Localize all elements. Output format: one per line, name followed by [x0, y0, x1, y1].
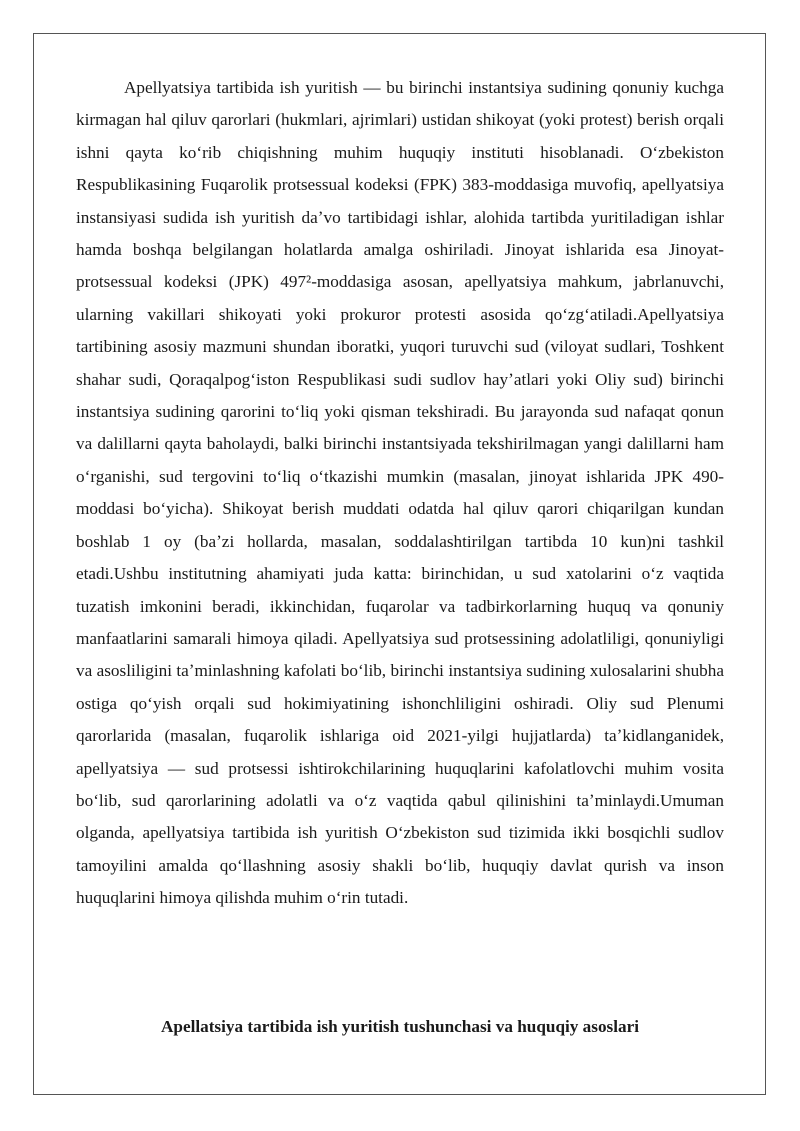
section-heading: Apellatsiya tartibida ish yuritish tushunchasi va huquqiy asoslari [160, 1017, 640, 1036]
body-paragraph: Apellyatsiya tartibida ish yuritish — bu birinchi instantsiya sudining qonuniy kuchga kirmagan hal qiluv qarorlari (hukmlari, ajrimlari) ustidan shikoyat (yoki protest) berish orqali ishni qayta koʻrib chiqishning muhim huquqiy instituti hisoblanadi. Oʻzbekiston Respublikasining Fuqarolik protsessual kodeksi (FPK) 383-moddasiga muvofiq, apellyatsiya instansiyasi sudida ish yuritish daʼvo tartibidagi ishlar, alohida tartibda yuritiladigan ishlar hamda boshqa belgilangan holatlarda amalga oshiriladi. Jinoyat ishlarida esa Jinoyat-protsessual kodeksi (JPK) 497²-moddasiga asosan, apellyatsiya mahkum, jabrlanuvchi, ularning vakillari shikoyati yoki prokuror protesti asosida qoʻzgʻatiladi.Apellyatsiya tartibining asosiy mazmuni shundan iboratki, yuqori turuvchi sud (viloyat sudlari, Toshkent shahar sudi, Qoraqalpogʻiston Respublikasi sudi sudlov hayʼatlari yoki Oliy sud) birinchi instantsiya sudining qarorini toʻliq yoki qisman tekshiradi. Bu jarayonda sud nafaqat qonun va dalillarni qayta baholaydi, balki birinchi instantsiyada tekshirilmagan yangi dalillarni ham oʻrganishi, sud tergovini toʻliq oʻtkazishi mumkin (masalan, jinoyat ishlarida JPK 490-moddasi boʻyicha). Shikoyat berish muddati odatda hal qiluv qarori chiqarilgan kundan boshlab 1 oy (baʼzi hollarda, masalan, soddalashtirilgan tartibda 10 kun)ni tashkil etadi.Ushbu institutning ahamiyati juda katta: birinchidan, u sud xatolarini oʻz vaqtida tuzatish imkonini beradi, ikkinchidan, fuqarolar va tadbirkorlarning huquq va qonuniy manfaatlarini samarali himoya qiladi. Apellyatsiya sud protsessining adolatliligi, qonuniyligi va asosliligini taʼminlashning kafolati boʻlib, birinchi instantsiya sudining xulosalarini shubha ostiga qoʻyish orqali sud hokimiyatining ishonchliligini oshiradi. Oliy sud Plenumi qarorlarida (masalan, fuqarolik ishlariga oid 2021-yilgi hujjatlarda) taʼkidlanganidek, apellyatsiya — sud protsessi ishtirokchilarining huquqlarini kafolatlovchi muhim vosita boʻlib, sud qarorlarining adolatli va oʻz vaqtida qabul qilinishini taʼminlaydi.Umuman olganda, apellyatsiya tartibida ish yuritish Oʻzbekiston sud tizimida ikki bosqichli sudlov tamoyilini amalda qoʻllashning asosiy shakli boʻlib, huquqiy davlat qurish va inson huquqlarini himoya qilishda muhim oʻrin tutadi. [76, 78, 724, 908]
